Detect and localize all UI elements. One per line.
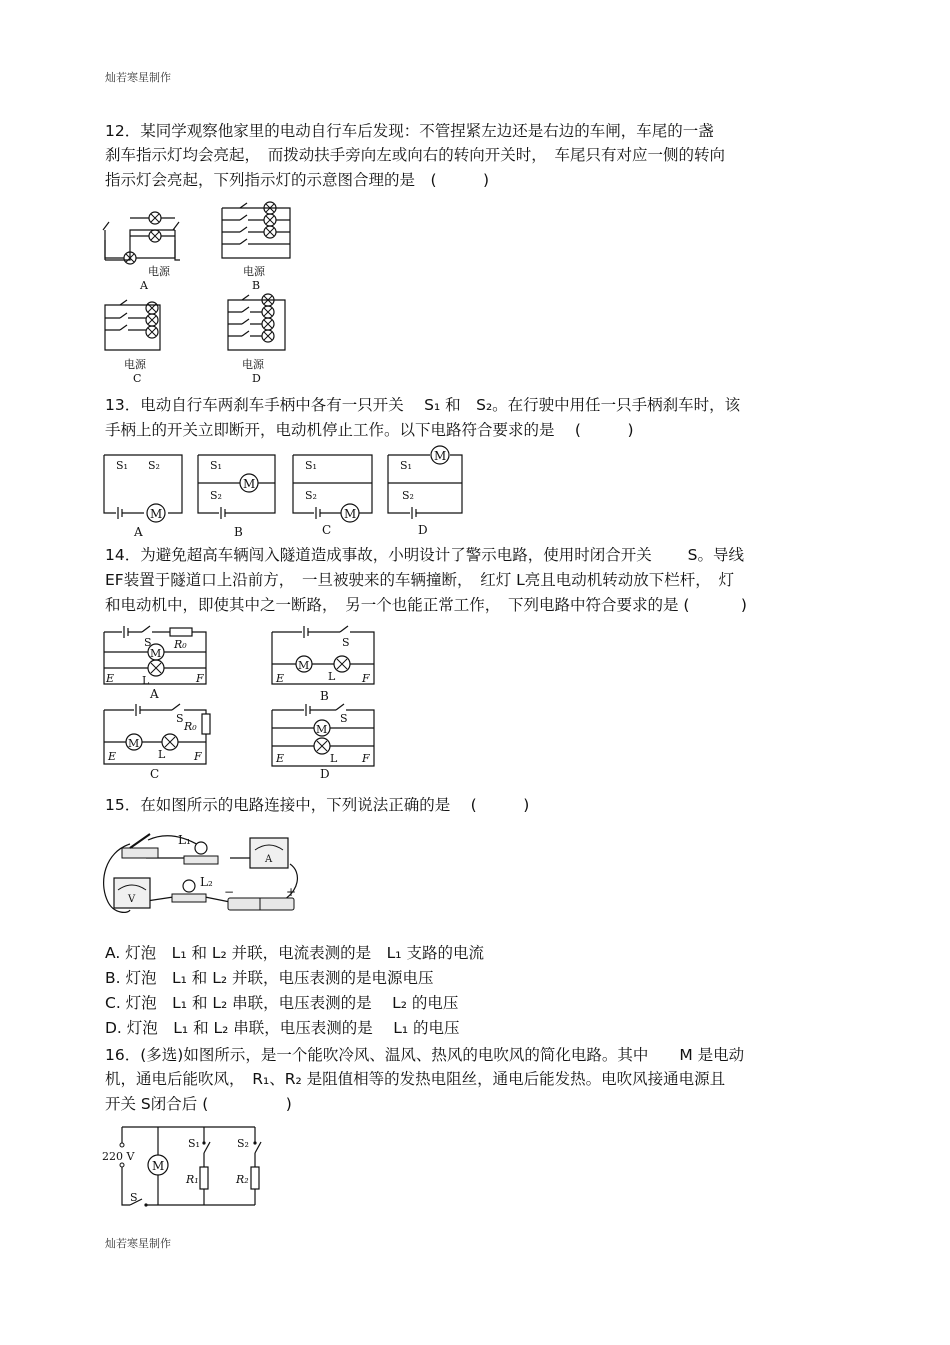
q12-circuit-a — [103, 212, 180, 292]
q14-c-motor: M — [128, 737, 140, 750]
q16-s1: S₁ — [188, 1137, 200, 1150]
q15-lamp-l1 — [178, 833, 218, 864]
q14-circuit-b — [272, 626, 374, 703]
q14-circuit-figure — [100, 622, 385, 787]
q14-c-l: L — [158, 748, 166, 761]
q12-circuit-c — [105, 300, 160, 385]
q15-battery — [224, 885, 296, 910]
q16-circuit-figure — [100, 1115, 270, 1215]
q15-circuit-figure — [100, 822, 310, 922]
q12-d-option-label: D — [252, 372, 261, 385]
q15-stem: 15．在如图所示的电路连接中，下列说法正确的是 ( ) — [105, 796, 530, 814]
q12-line-2: 刹车指示灯均会亮起， 而拨动扶手旁向左或向右的转向开关时， 车尾只有对应一侧的转向 — [105, 146, 726, 164]
q15-voltmeter — [114, 878, 150, 908]
q13-circuit-figure — [100, 445, 470, 540]
q16-line-3: 开关 S闭合后 ( ) — [105, 1095, 292, 1113]
q14-b-motor: M — [298, 659, 310, 672]
q12-circuit-b — [222, 202, 290, 292]
q13-c-option: C — [322, 523, 332, 537]
q13-circuit-a — [104, 455, 182, 539]
q14-c-s: S — [176, 712, 184, 725]
q13-circuit-b — [198, 455, 275, 539]
q13-b-option: B — [234, 525, 243, 539]
q14-c-r0: R₀ — [184, 720, 197, 733]
q12-b-power-label: 电源 — [243, 265, 265, 278]
q14-d-s: S — [340, 712, 348, 725]
q14-a-r0: R₀ — [174, 638, 187, 651]
q14-c-f: F — [194, 750, 202, 763]
q16-s: S — [130, 1191, 138, 1204]
q14-d-l: L — [330, 752, 338, 765]
q13-b-motor: M — [243, 477, 256, 491]
q14-b-option: B — [320, 689, 329, 703]
q13-line-1: 13．电动自行车两刹车手柄中各有一只开关 S₁ 和 S₂。在行驶中用任一只手柄刹车时，该 — [105, 396, 741, 414]
q14-line-1: 14．为避免超高车辆闯入隧道造成事故，小明设计了警示电路，使用时闭合开关 S。导线 — [105, 546, 744, 564]
q14-a-motor: M — [150, 647, 162, 660]
q13-d-option: D — [418, 523, 428, 537]
page-footer: 灿若寒星制作 — [105, 1237, 171, 1250]
q16-r2: R₂ — [236, 1173, 249, 1186]
q16-motor: M — [152, 1159, 165, 1173]
q14-d-e: E — [276, 752, 285, 765]
q13-c-s2: S₂ — [305, 489, 317, 502]
q12-c-option-label: C — [133, 372, 142, 385]
q14-a-s: S — [144, 636, 152, 649]
q14-line-3: 和电动机中，即使其中之一断路， 另一个也能正常工作， 下列电路中符合要求的是 ( ) — [105, 596, 747, 614]
q16-voltage: 220 V — [102, 1150, 135, 1163]
q15-option-b: B. 灯泡 L₁ 和 L₂ 并联，电压表测的是电源电压 — [105, 969, 434, 987]
q14-d-option: D — [320, 767, 330, 781]
q14-b-f: F — [362, 672, 370, 685]
q13-a-s2: S₂ — [148, 459, 160, 472]
q12-a-power-label: 电源 — [148, 265, 170, 278]
q16-line-1: 16．(多选)如图所示，是一个能吹冷风、温风、热风的电吹风的简化电路。其中 M 是电动 — [105, 1046, 745, 1064]
q13-b-s2: S₂ — [210, 489, 222, 502]
q14-line-2: EF装置于隧道口上沿前方， 一旦被驶来的车辆撞断， 红灯 L亮且电动机转动放下栏杆， 灯 — [105, 571, 735, 589]
q13-circuit-d — [388, 446, 462, 537]
q15-option-d: D. 灯泡 L₁ 和 L₂ 串联，电压表测的是 L₁ 的电压 — [105, 1019, 460, 1037]
q13-a-option: A — [134, 525, 143, 539]
q15-l2-label: L₂ — [200, 875, 213, 889]
q14-d-motor: M — [316, 723, 328, 736]
q12-d-power-label: 电源 — [242, 358, 264, 371]
q12-circuit-d — [228, 294, 285, 385]
q15-option-c: C. 灯泡 L₁ 和 L₂ 串联，电压表测的是 L₂ 的电压 — [105, 994, 459, 1012]
q15-l1-label: L₁ — [178, 833, 191, 847]
q13-circuit-c — [293, 455, 372, 537]
q13-d-s1: S₁ — [400, 459, 412, 472]
q13-line-2: 手柄上的开关立即断开，电动机停止工作。以下电路符合要求的是 ( ) — [105, 421, 634, 439]
q13-c-motor: M — [344, 507, 357, 521]
q14-circuit-d — [272, 704, 374, 781]
q12-a-option-label: A — [140, 279, 148, 292]
q14-c-e: E — [108, 750, 117, 763]
q12-line-1: 12．某同学观察他家里的电动自行车后发现：不管捏紧左边还是右边的车闸，车尾的一盏 — [105, 122, 714, 140]
q13-d-s2: S₂ — [402, 489, 414, 502]
q14-b-e: E — [276, 672, 285, 685]
q13-c-s1: S₁ — [305, 459, 317, 472]
q12-b-option-label: B — [252, 279, 261, 292]
q15-minus: − — [224, 885, 235, 899]
q16-r1: R₁ — [186, 1173, 199, 1186]
q15-plus: + — [286, 885, 297, 899]
q14-circuit-a — [104, 626, 206, 701]
q16-line-2: 机，通电后能吹风， R₁、R₂ 是阻值相等的发热电阻丝，通电后能发热。电吹风接通电源且 — [105, 1070, 726, 1088]
q14-a-option: A — [150, 687, 159, 701]
q14-b-l: L — [328, 670, 336, 683]
q14-a-f: F — [196, 672, 204, 685]
q14-c-option: C — [150, 767, 160, 781]
q16-s2: S₂ — [237, 1137, 249, 1150]
page-header: 灿若寒星制作 — [105, 71, 171, 84]
q15-option-a: A. 灯泡 L₁ 和 L₂ 并联，电流表测的是 L₁ 支路的电流 — [105, 944, 484, 962]
q13-a-s1: S₁ — [116, 459, 128, 472]
q13-a-motor: M — [150, 507, 163, 521]
q14-a-l: L — [142, 674, 150, 687]
q15-voltmeter-label: V — [128, 894, 136, 905]
q15-ammeter — [250, 838, 288, 868]
q14-b-s: S — [342, 636, 350, 649]
q14-d-f: F — [362, 752, 370, 765]
q14-circuit-c — [104, 704, 210, 781]
q12-circuit-figure — [100, 200, 300, 390]
q13-d-motor: M — [434, 449, 447, 463]
q12-c-power-label: 电源 — [124, 358, 146, 371]
q12-line-3: 指示灯会亮起，下列指示灯的示意图合理的是 ( ) — [105, 171, 490, 189]
q15-ammeter-label: A — [265, 854, 273, 865]
q14-a-e: E — [106, 672, 115, 685]
q13-b-s1: S₁ — [210, 459, 222, 472]
